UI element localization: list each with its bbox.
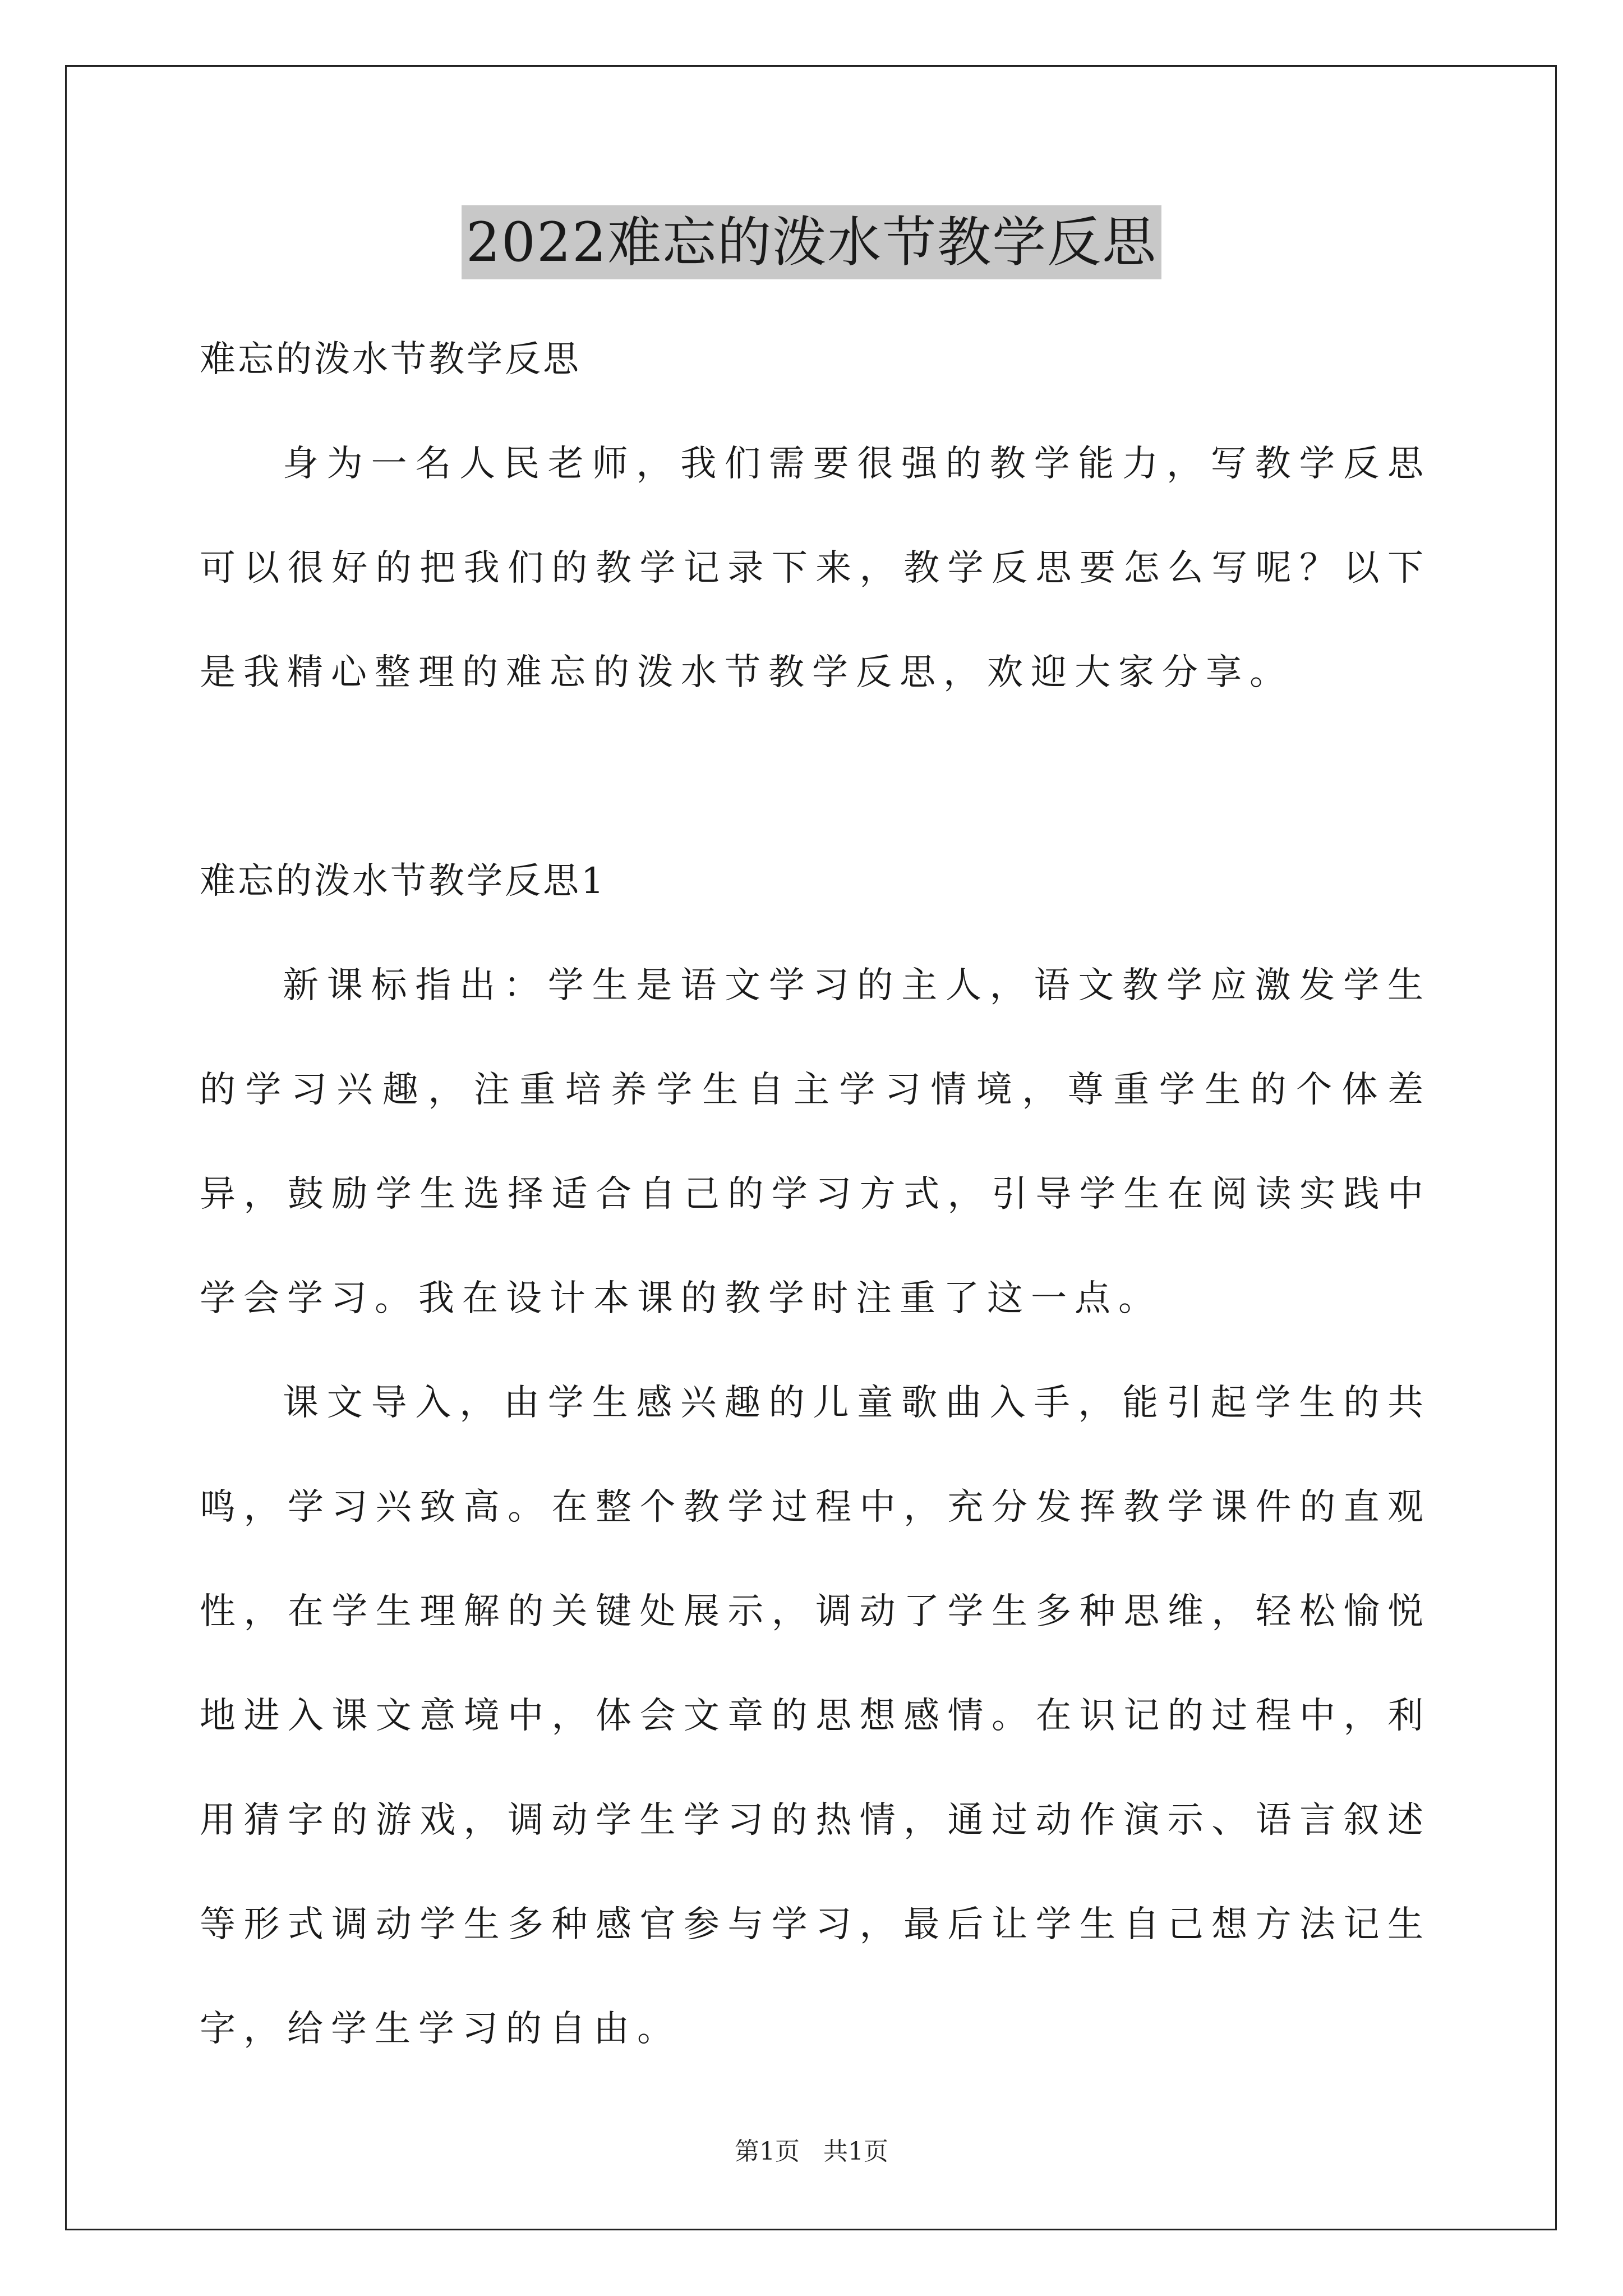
document-body <box>200 307 1431 2081</box>
section-heading: 难忘的泼水节教学反思1 <box>200 861 606 902</box>
section-paragraph: 课文导入，由学生感兴趣的儿童歌曲入手，能引起学生的共鸣，学习兴致高。在整个教学过程中，充分发挥教学课件的直观性，在学生理解的关键处展示，调动了学生多种思维，轻松愉悦地进入课文意境中，体会文章的思想感情。在识记的过程中，利用猜字的游戏，调动学生学习的热情，通过动作演示、语言叙述等形式调动学生多种感官参与学习，最后让学生自己想方法记生字，给学生学习的自由。 <box>200 1382 1431 2050</box>
section-paragraph: 新课标指出：学生是语文学习的主人，语文教学应激发学生的学习兴趣，注重培养学生自主学习情境，尊重学生的个体差异，鼓励学生选择适合自己的学习方式，引导学生在阅读实践中学会学习。我在设计本课的教学时注重了这一点。 <box>200 965 1431 1319</box>
intro-heading: 难忘的泼水节教学反思 <box>200 339 581 380</box>
document-title: 2022难忘的泼水节教学反思 <box>462 205 1161 279</box>
title-container <box>0 205 1623 279</box>
page-number-total: 共1页 <box>823 2137 888 2166</box>
blank-line <box>200 725 1431 829</box>
intro-paragraph: 身为一名人民老师，我们需要很强的教学能力，写教学反思可以很好的把我们的教学记录下来，教学反思要怎么写呢？以下是我精心整理的难忘的泼水节教学反思，欢迎大家分享。 <box>200 443 1431 693</box>
page-number-current: 第1页 <box>735 2137 800 2166</box>
page-footer <box>0 2135 1623 2169</box>
